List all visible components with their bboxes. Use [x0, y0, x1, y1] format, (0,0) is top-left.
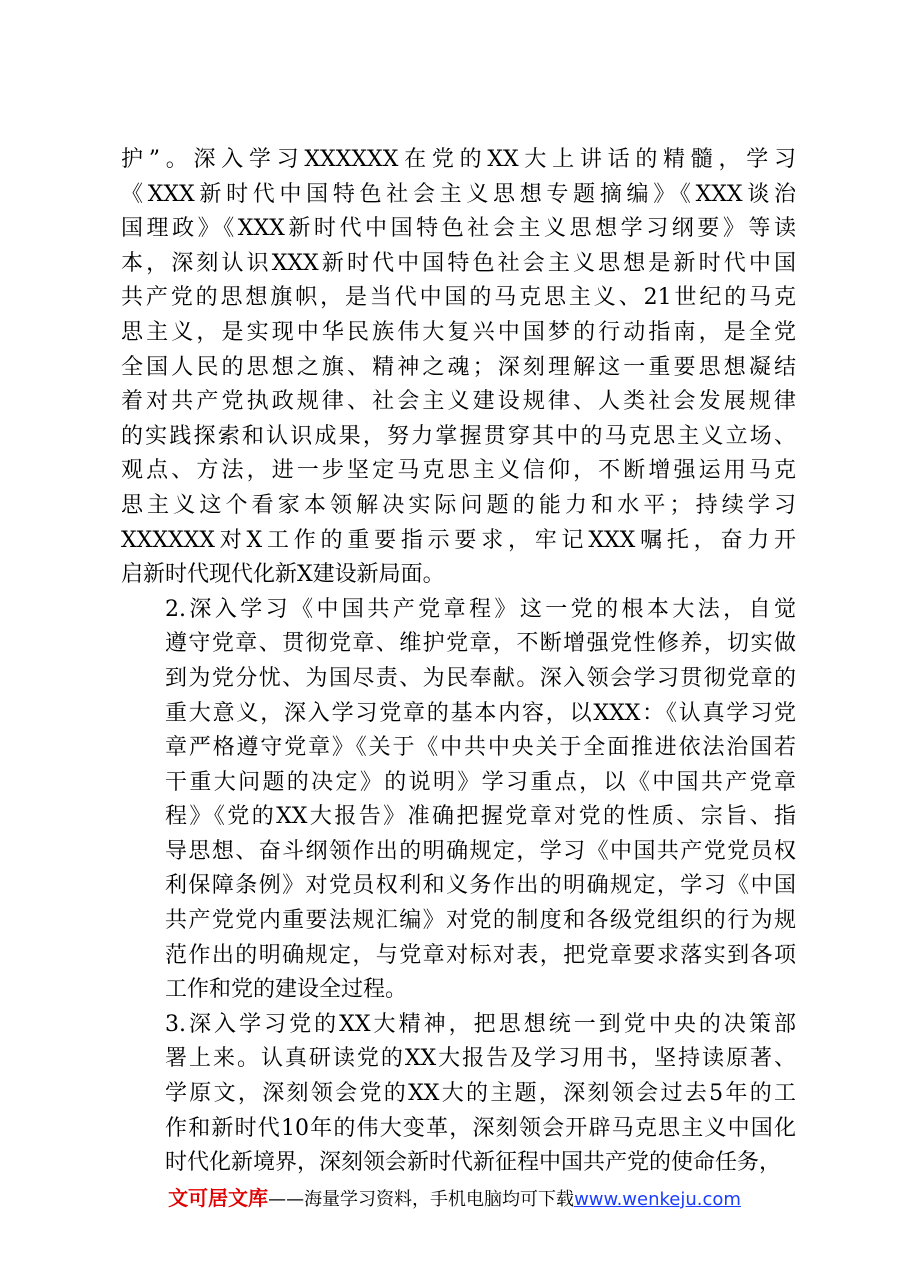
text-line: 学原文，深刻领会党的XX大的主题，深刻领会过去5年的工: [165, 1081, 796, 1107]
text-line: 重大意义，深入学习党章的基本内容，以XXX：《认真学习党: [165, 700, 796, 726]
text-line: 观点、方法，进一步坚定马克思主义信仰，不断增强运用马克: [121, 458, 796, 484]
text-line: 思主义，是实现中华民族伟大复兴中国梦的行动指南，是全党: [121, 319, 796, 345]
paragraph: [121, 593, 796, 1008]
footer-tagline: ——海量学习资料，手机电脑均可下载: [268, 1189, 575, 1210]
text-line: 启新时代现代化新X建设新局面。: [121, 562, 445, 588]
text-line: 共产党党内重要法规汇编》对党的制度和各级党组织的行为规: [165, 908, 796, 934]
text-line: 范作出的明确规定，与党章对标对表，把党章要求落实到各项: [165, 942, 796, 968]
text-line: 署上来。认真研读党的XX大报告及学习用书，坚持读原著、: [165, 1046, 796, 1072]
text-line: 国理政》《XXX新时代中国特色社会主义思想学习纲要》等读: [121, 216, 796, 242]
text-line: 《XXX新时代中国特色社会主义思想专题摘编》《XXX谈治: [121, 181, 796, 207]
text-line: 2.深入学习《中国共产党章程》这一党的根本大法，自觉: [165, 596, 796, 622]
text-line: 本，深刻认识XXX新时代中国特色社会主义思想是新时代中国: [121, 250, 796, 276]
text-line: XXXXXX对X工作的重要指示要求，牢记XXX嘱托，奋力开: [121, 527, 796, 553]
text-line: 遵守党章、贯彻党章、维护党章，不断增强党性修养，切实做: [165, 631, 796, 657]
text-line: 3.深入学习党的XX大精神，把思想统一到党中央的决策部: [165, 1011, 796, 1037]
footer-brand: 文可居文库: [168, 1186, 269, 1210]
document-body: [121, 143, 796, 1181]
text-line: 时代化新境界，深刻领会新时代新征程中国共产党的使命任务，: [165, 1150, 782, 1176]
page-footer: [0, 1182, 909, 1211]
text-line: 干重大问题的决定》的说明》学习重点，以《中国共产党章: [165, 769, 796, 795]
text-line: 思主义这个看家本领解决实际问题的能力和水平；持续学习: [121, 492, 796, 518]
text-line: 作和新时代10年的伟大变革，深刻领会开辟马克思主义中国化: [165, 1115, 796, 1141]
text-line: 共产党的思想旗帜，是当代中国的马克思主义、21世纪的马克: [121, 285, 796, 311]
text-line: 利保障条例》对党员权利和义务作出的明确规定，学习《中国: [165, 873, 796, 899]
footer-url-link[interactable]: www.wenkeju.com: [574, 1189, 741, 1210]
text-line: 全国人民的思想之旗、精神之魂；深刻理解这一重要思想凝结: [121, 354, 796, 380]
text-line: 章严格遵守党章》《关于《中共中央关于全面推进依法治国若: [165, 735, 796, 761]
paragraph: [121, 1008, 796, 1181]
text-line: 着对共产党执政规律、社会主义建设规律、人类社会发展规律: [121, 389, 796, 415]
text-line: 护”。深入学习XXXXXX在党的XX大上讲话的精髓，学习: [121, 147, 796, 172]
text-line: 到为党分忧、为国尽责、为民奉献。深入领会学习贯彻党章的: [165, 665, 796, 691]
text-line: 的实践探索和认识成果，努力掌握贯穿其中的马克思主义立场、: [121, 423, 796, 449]
text-line: 导思想、奋斗纲领作出的明确规定，学习《中国共产党党员权: [165, 838, 796, 864]
text-line: 程》《党的XX大报告》准确把握党章对党的性质、宗旨、指: [165, 804, 796, 830]
paragraph: [121, 143, 796, 593]
text-line: 工作和党的建设全过程。: [165, 977, 408, 1003]
